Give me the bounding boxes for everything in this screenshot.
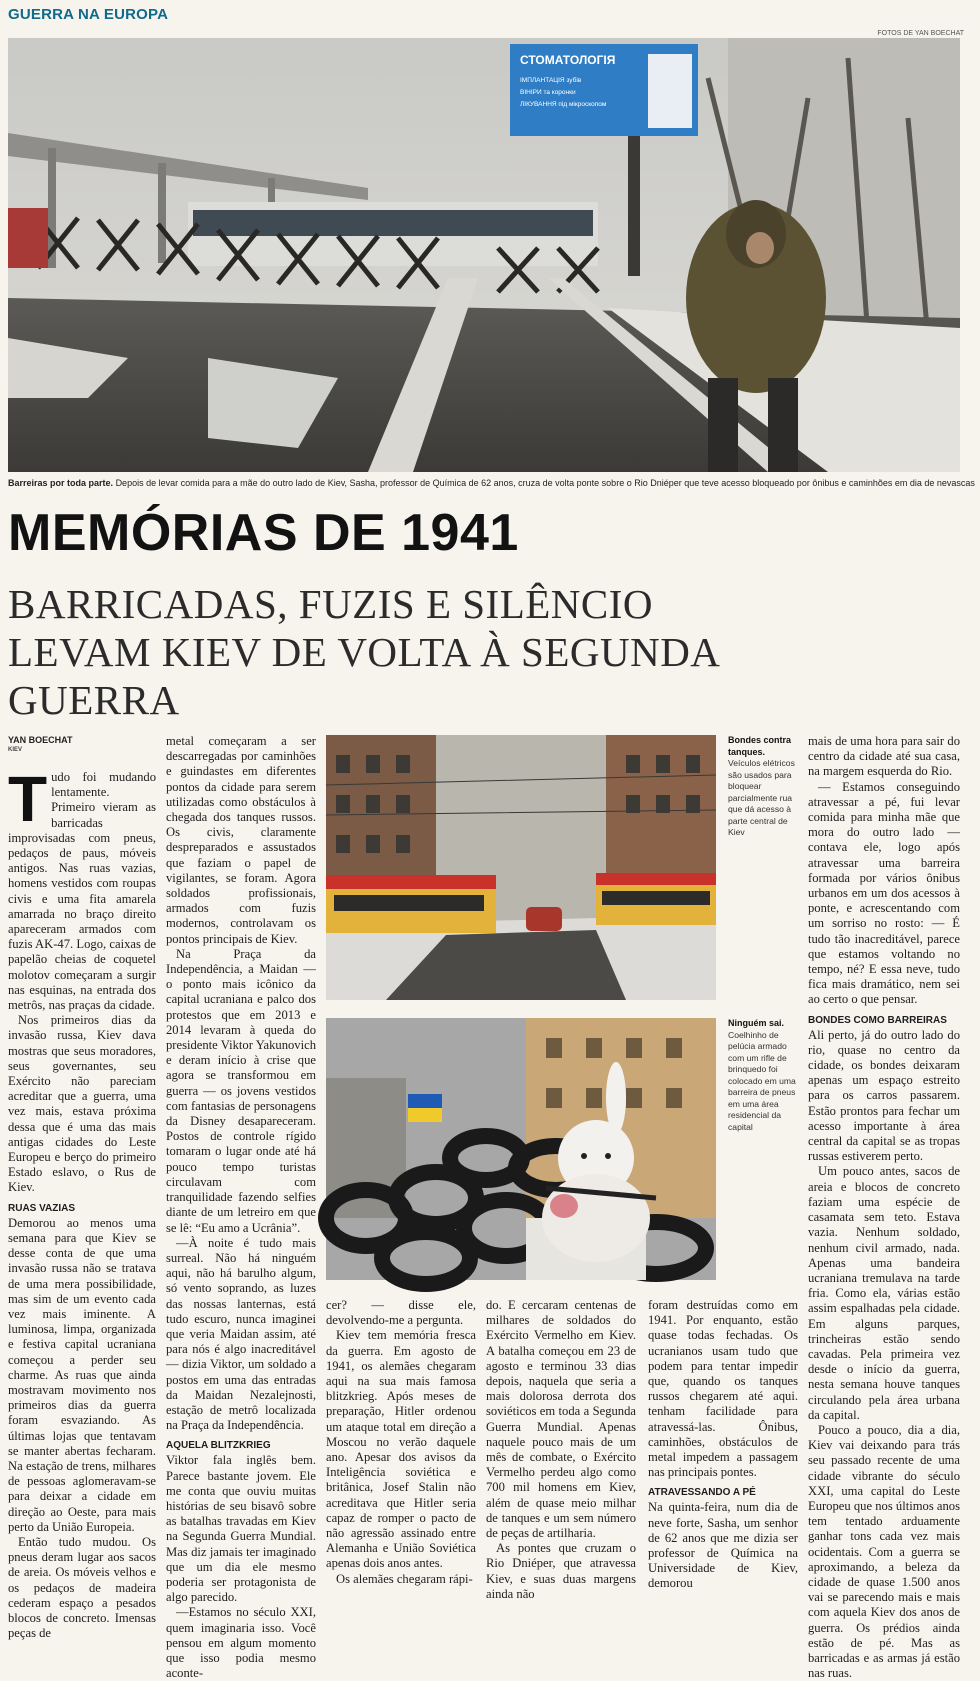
- subheadline: BARRICADAS, FUZIS E SILÊNCIO LEVAM KIEV DE VOLTA À SEGUNDA GUERRA: [8, 581, 719, 723]
- col5-paragraph-2: Na quinta-feira, num dia de neve forte, Sasha, um senhor de 62 anos que me dizia ser professor de Química na Universidade de Kiev, demorou: [648, 1500, 798, 1591]
- col2-paragraph-5: —Estamos no século XXI, quem imaginaria isso. Você pensou em algum momento que isso podia mesmo aconte-: [166, 1605, 316, 1681]
- billboard-line-1: ІМПЛАНТАЦІЯ зубів: [520, 77, 582, 84]
- dateline: KIEV: [8, 747, 23, 753]
- subhead-atravessando-a-pe: ATRAVESSANDO A PÉ: [648, 1487, 756, 1499]
- subhead-aquela-blitzkrieg: AQUELA BLITZKRIEG: [166, 1440, 271, 1452]
- col3-paragraph-1: cer? — disse ele, devolvendo-me a pergunta.: [326, 1298, 476, 1328]
- col3-paragraph-3: Os alemães chegaram rápi-: [336, 1571, 473, 1586]
- col6-paragraph-5: Pouco a pouco, dia a dia, Kiev vai deixando para trás seu passado recente de uma cidade vibrante do século XXI, uma capital do Leste Europeu que nos últimos anos tem tentado arduamente ganhar tons cada vez mais ocidentais. Com a guerra se aproximando, a beleza da cidade de quase 1.500 anos vai se parecendo mais e mais com aquela Kiev dos anos de guerra. Os prédios ainda estão de pé. Mas as barricadas e as armas já estão nas ruas.: [808, 1422, 960, 1681]
- main-photo-caption: [8, 477, 975, 489]
- photo-credit: FOTOS DE YAN BOECHAT: [877, 30, 964, 37]
- col2-paragraph-1: metal começaram a ser descarregadas por caminhões e guindastes em diferentes pontos da cidade para serem utilizadas como obstáculos à chegada dos tanques russos. Os civis, claramente despreparados e assustados que faziam o papel de vigilantes, se foram. Agora soldados profissionais, armados com fuzis modernos, controlavam os pontos principais de Kiev.: [166, 734, 316, 946]
- tram-photo-illustration: [326, 735, 716, 1000]
- col2-paragraph-2: Na Praça da Independência, a Maidan — o ponto mais icônico da capital ucraniana e palco dos protestos que em 2013 e 2014 levaram à queda do presidente Viktor Yakunovich e deram início à crise que agora se transformou em guerra — os jovens vestidos com fantasias de personagens da Disney desapareceram. Postos de controle rígido tomaram o lugar onde até há pouco tempo turistas circulavam com tranquilidade fazendo selfies diante de um letreiro em que se lê: “Eu amo a Ucrânia”.: [166, 946, 316, 1235]
- bunny-photo-illustration: [326, 1018, 716, 1280]
- billboard-line-2: ВІНІРИ та коронки: [520, 89, 576, 96]
- main-caption-title: Barreiras por toda parte.: [8, 478, 114, 488]
- article-column-1: [8, 763, 156, 1641]
- billboard-line-3: ЛІКУВАННЯ під мікроскопом: [520, 101, 607, 108]
- col1-paragraph-2: Nos primeiros dias da invasão russa, Kiev dava mostras que seus moradores, seus governantes, seu Exército não pareciam acreditar que a guerra, uma vez mais, estava próxima dessa que é uma das mais antigas cidades do Leste Europeu e berço do primeiro Estado eslavo, o Rus de Kiev.: [8, 1013, 156, 1195]
- article-column-3: [326, 1298, 476, 1590]
- tram-photo: [326, 735, 716, 1000]
- car: [526, 907, 562, 931]
- col5-paragraph-1: foram destruídas como em 1941. Por enquanto, estão quase todas fechadas. Os ucranianos usam tudo que podem para tentar impedir que, quando os tanques russos chegarem até aqui. tenham facilidade para atravessá-las. Ônibus, caminhões, obstáculos de metal impedem a passagem nas principais pontes.: [648, 1298, 798, 1480]
- section-label: GUERRA NA EUROPA: [8, 6, 169, 23]
- main-photo: [8, 38, 960, 472]
- article-column-4: [486, 1298, 636, 1601]
- col6-paragraph-3: Ali perto, já do outro lado do rio, quase no centro da cidade, os bondes deixaram apenas um espaço estreito para os carros passarem. Estão prontos para fechar um acesso importante à área central da capital se as tropas russas estiverem perto.: [808, 1027, 960, 1164]
- main-caption-text: Depois de levar comida para a mãe do outro lado de Kiev, Sasha, professor de Química de 62 anos, cruza de volta ponte sobre o Rio Dniéper que teve acesso bloqueado por ônibus e caminhões em dia de nevascas: [115, 478, 975, 488]
- bunny-photo: [326, 1018, 716, 1280]
- main-photo-illustration: [8, 38, 960, 472]
- ukraine-flag: [408, 1094, 442, 1108]
- bunny-caption-title: Ninguém sai.: [728, 1018, 785, 1028]
- col6-paragraph-4: Um pouco antes, sacos de areia e blocos de concreto faziam uma espécie de casamata sem teto. Estava vazia. Nenhum soldado, nenhum civil armado, nada. Apenas uma bandeira ucraniana tremulava na tarde fria. Como ela, várias estão assim espalhadas pela cidade. Em alguns parques, trincheiras estão sendo cavadas. Pela primeira vez desde o início da guerra, nesta semana houve tanques circulando pela área urbana da capital.: [808, 1164, 960, 1422]
- col4-paragraph-2: As pontes que cruzam o Rio Dniéper, que atravessa Kiev, e suas duas margens ainda não: [486, 1541, 636, 1601]
- col6-paragraph-1: mais de uma hora para sair do centro da cidade até sua casa, na margem esquerda do Rio.: [808, 734, 960, 779]
- col1-paragraph-4: Então tudo mudou. Os pneus deram lugar aos sacos de areia. Os móveis velhos e os pedaços de madeira cederam espaço a pesados blocos de concreto. Imensas peças de: [8, 1534, 156, 1641]
- article-column-6: [808, 734, 960, 1681]
- byline: YAN BOECHAT: [8, 735, 73, 745]
- col3-paragraph-2: Kiev tem memória fresca da guerra. Em agosto de 1941, os alemães chegaram aqui na sua mais famosa blitzkrieg. Após meses de preparação, Hitler ordenou um ataque total em direção a Moscou no verão daquele ano. Apesar dos avisos da Inteligência soviética e britânica, Josef Stalin não acreditava que Hitler seria capaz de romper o pacto de não agressão assinado entre Alemanha e União Soviética apenas dois anos antes.: [326, 1328, 476, 1571]
- subhead-bondes-como-barreiras: BONDES COMO BARREIRAS: [808, 1014, 947, 1026]
- article-column-5: [648, 1298, 798, 1590]
- col6-paragraph-2: — Estamos conseguindo atravessar a pé, fui levar comida para minha mãe que mora do outro lado — contava ele, logo após atravessar uma barreira formada por vários ônibus urbanos em um dos acessos à ponte, e acrescentando com um sorriso no rosto: — É tudo tão inacreditável, parece que estamos voltando no tempo, né? E essa neve, tudo fica mais dramático, nem sei ao certo o que pensar.: [808, 779, 960, 1007]
- tram-caption-title: Bondes contra tanques.: [728, 735, 792, 757]
- bunny-caption-text: Coelhinho de pelúcia armado com um rifle de brinquedo foi colocado em uma barreira de pneus em uma área residencial da capital: [728, 1029, 796, 1132]
- col1-paragraph-1: udo foi mudando lentamente. Primeiro vieram as barricadas improvisadas com pneus, pedaços de paus, móveis antigos. Nas ruas vazias, homens vestidos com roupas civis e uma fita amarela amarrada no braço direito apareceram armados com fuzis AK-47. Logo, caixas de papelão cheias de coquetel molotov começaram a surgir nas esquinas, na entrada dos metrôs, nas praças da cidade.: [8, 770, 156, 1013]
- tram-photo-caption: [728, 735, 796, 839]
- billboard-title: СТОМАТОЛОГІЯ: [520, 53, 616, 67]
- bunny-photo-caption: [728, 1018, 796, 1133]
- col2-paragraph-3: —À noite é tudo mais surreal. Não há ninguém aqui, não há barulho algum, só vento soprando, as luzes das nossas lanternas, está tudo escuro, nunca imaginei que veria Maidan assim, até para nós é algo inacreditável — dizia Viktor, um soldado a postos em uma das entradas da Maidan Nezalejnosti, estação de metrô localizada na Praça da Independência.: [166, 1235, 316, 1433]
- col1-paragraph-3: Demorou ao menos uma semana para que Kiev se desse conta de que uma invasão russa não se tratava de uma mera possibilidade, mas sim de um evento cada vez mais iminente. A luminosa, limpa, organizada e festiva capital ucraniana começou a perder seu charme. As ruas que ainda mostravam movimento nos primeiros dias da guerra foram esvaziando. As últimas lojas que tentavam se manter abertas fecharam. Na estação de trens, milhares de pessoas aglomeravam-se para deixar a cidade em direção ao Oeste, para mais perto da União Europeia.: [8, 1215, 156, 1534]
- headline: MEMÓRIAS DE 1941: [8, 504, 519, 562]
- article-column-2: [166, 734, 316, 1681]
- col4-paragraph-1: do. E cercaram centenas de milhares de soldados do Exército Vermelho em Kiev. A batalha começou em 23 de agosto e terminou 33 dias depois, naquela que seria a mais dolorosa derrota dos soviéticos em toda a Segunda Guerra Mundial. Apenas naquele pouco mais de um mês de combate, o Exército Vermelho perdeu algo como 700 mil homens em Kiev, além de quase meio milhar de tanques e um sem número de peças de artilharia.: [486, 1298, 636, 1541]
- tram-caption-text: Veículos elétricos são usados para bloquear parcialmente rua que dá acesso à parte central de Kiev: [728, 758, 795, 837]
- drop-cap: T: [8, 763, 48, 835]
- col2-paragraph-4: Viktor fala inglês bem. Parece bastante jovem. Ele me conta que ouviu muitas histórias de seu bisavô sobre as batalhas travadas em Kiev na Segunda Guerra Mundial. Mas diz jamais ter imaginado que um dia ele mesmo poderia ser protagonista de algo parecido.: [166, 1453, 316, 1605]
- subhead-ruas-vazias: RUAS VAZIAS: [8, 1202, 76, 1214]
